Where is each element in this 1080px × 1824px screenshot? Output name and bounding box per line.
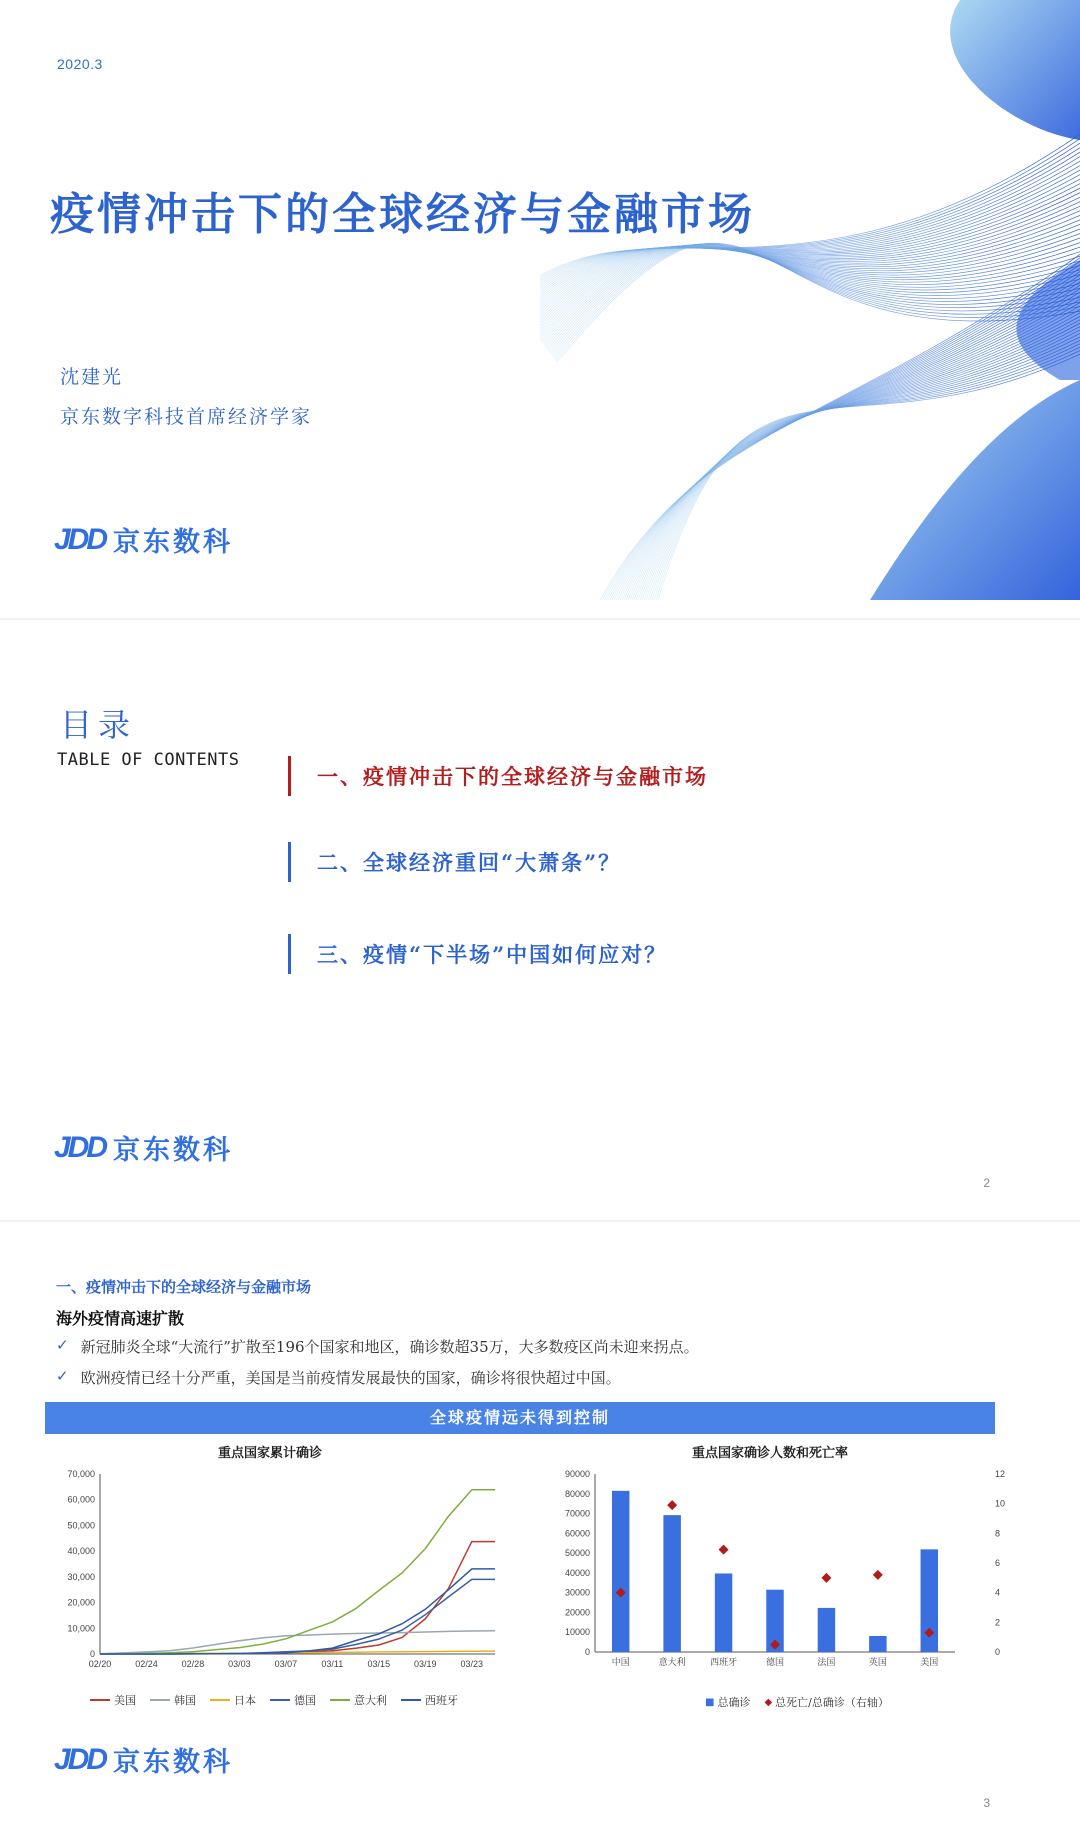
scatter-point	[821, 1573, 831, 1583]
logo-text: 京东数科	[113, 1747, 234, 1778]
y-tick-label: 90000	[564, 1469, 590, 1479]
y2-tick-label: 6	[995, 1558, 1001, 1568]
legend-item	[764, 1694, 888, 1710]
x-tick-label: 03/07	[274, 1659, 298, 1669]
bar	[663, 1515, 680, 1652]
x-tick-label: 03/23	[460, 1659, 484, 1669]
legend-swatch	[401, 1699, 421, 1701]
scatter-point	[873, 1570, 883, 1580]
decorative-wave-graphic	[540, 0, 1080, 605]
legend-label: 意大利	[354, 1694, 387, 1707]
section-title: 一、疫情冲击下的全球经济与金融市场	[56, 1278, 312, 1296]
legend-item	[150, 1692, 196, 1708]
author-title: 京东数字科技首席经济学家	[60, 406, 313, 428]
page-title: 疫情冲击下的全球经济与金融市场	[50, 189, 755, 240]
bar	[869, 1636, 886, 1652]
legend-label: 总死亡/总确诊（右轴）	[775, 1696, 889, 1709]
y-tick-label: 60000	[564, 1528, 590, 1539]
x-tick-label: 03/03	[228, 1659, 251, 1669]
check-icon: ✓	[56, 1367, 69, 1385]
toc-item-2[interactable]	[288, 842, 621, 882]
y-tick-label: 0	[89, 1649, 95, 1659]
toc-item-3[interactable]	[288, 934, 667, 974]
toc-title: 目录	[60, 706, 137, 744]
toc-item-label: 二、全球经济重回“大萧条”？	[317, 850, 622, 875]
x-tick-label: 法国	[817, 1657, 836, 1667]
legend-swatch: ■	[705, 1696, 715, 1708]
scatter-point	[667, 1500, 677, 1510]
legend-item	[330, 1692, 387, 1708]
author-name: 沈建光	[60, 366, 124, 388]
y2-tick-label: 12	[995, 1469, 1006, 1479]
legend-swatch	[210, 1699, 230, 1701]
y-tick-label: 30,000	[67, 1571, 95, 1582]
y-tick-label: 10000	[564, 1627, 590, 1638]
x-tick-label: 02/28	[181, 1659, 205, 1669]
legend-swatch: ◆	[764, 1696, 773, 1708]
y-tick-label: 50000	[564, 1548, 590, 1559]
line-chart	[55, 1462, 505, 1687]
page-number: 3	[983, 1796, 990, 1810]
logo-mark: JDD	[54, 1742, 106, 1776]
bar-chart-title: 重点国家确诊人数和死亡率	[691, 1446, 848, 1461]
scatter-point	[719, 1545, 729, 1555]
x-tick-label: 03/11	[321, 1659, 344, 1669]
y-tick-label: 10,000	[67, 1623, 95, 1634]
company-logo	[54, 520, 233, 559]
bar	[818, 1608, 835, 1652]
x-tick-label: 西班牙	[710, 1657, 738, 1667]
y2-tick-label: 2	[995, 1617, 1001, 1628]
toc-item-1[interactable]	[288, 756, 708, 796]
y-tick-label: 70,000	[67, 1469, 95, 1479]
y-tick-label: 40000	[564, 1567, 590, 1578]
y-tick-label: 50,000	[67, 1520, 95, 1531]
subheading: 海外疫情高速扩散	[56, 1309, 185, 1328]
y2-tick-label: 10	[995, 1498, 1006, 1509]
content-slide	[0, 1222, 1080, 1824]
legend-label: 美国	[114, 1694, 136, 1707]
legend-label: 总确诊	[717, 1696, 751, 1709]
x-tick-label: 02/24	[135, 1659, 158, 1669]
toc-slide	[0, 620, 1080, 1222]
toc-subtitle: TABLE OF CONTENTS	[57, 750, 240, 770]
report-date: 2020.3	[57, 56, 103, 72]
series-line	[100, 1569, 495, 1654]
toc-item-marker	[288, 756, 291, 796]
legend-swatch	[330, 1699, 350, 1701]
x-tick-label: 英国	[868, 1657, 887, 1667]
legend-item	[401, 1692, 458, 1708]
toc-item-marker	[288, 934, 291, 974]
legend-item	[210, 1692, 256, 1708]
series-line	[100, 1542, 495, 1654]
y-tick-label: 80000	[564, 1488, 590, 1499]
y2-tick-label: 8	[995, 1528, 1001, 1539]
legend-item	[705, 1694, 750, 1710]
logo-mark: JDD	[54, 1130, 106, 1164]
legend-swatch	[150, 1699, 170, 1701]
bullet-item	[56, 1367, 621, 1388]
bar-chart	[545, 1462, 1015, 1687]
legend-item	[270, 1692, 316, 1708]
section-banner: 全球疫情远未得到控制	[45, 1402, 995, 1434]
y2-tick-label: 4	[995, 1587, 1001, 1598]
legend-label: 西班牙	[425, 1694, 458, 1707]
title-slide	[0, 0, 1080, 620]
company-logo	[54, 1128, 233, 1167]
line-chart-legend	[90, 1692, 472, 1708]
y-tick-label: 0	[584, 1647, 590, 1657]
bar	[612, 1491, 629, 1652]
bar-chart-legend	[705, 1694, 903, 1710]
x-tick-label: 德国	[765, 1657, 785, 1667]
y-tick-label: 60,000	[67, 1494, 95, 1505]
y-tick-label: 20000	[564, 1607, 590, 1618]
x-tick-label: 美国	[920, 1657, 939, 1667]
legend-label: 韩国	[174, 1694, 196, 1707]
x-tick-label: 02/20	[88, 1659, 112, 1669]
logo-text: 京东数科	[113, 1135, 234, 1166]
bullet-item	[56, 1336, 699, 1357]
y-tick-label: 40,000	[67, 1546, 95, 1557]
legend-label: 日本	[234, 1694, 256, 1707]
x-tick-label: 03/19	[414, 1659, 437, 1669]
bar	[715, 1573, 732, 1652]
toc-item-label: 三、疫情“下半场”中国如何应对？	[317, 942, 668, 967]
company-logo	[54, 1740, 233, 1779]
logo-mark: JDD	[54, 522, 106, 556]
toc-item-label: 一、疫情冲击下的全球经济与金融市场	[317, 764, 708, 789]
x-tick-label: 意大利	[658, 1657, 686, 1667]
check-icon: ✓	[56, 1336, 69, 1354]
page-number: 2	[983, 1176, 990, 1190]
y-tick-label: 30000	[564, 1587, 590, 1598]
legend-swatch	[270, 1699, 290, 1701]
series-line	[100, 1579, 495, 1654]
line-chart-title: 重点国家累计确诊	[217, 1446, 322, 1461]
x-tick-label: 中国	[611, 1657, 630, 1667]
logo-text: 京东数科	[113, 527, 234, 558]
bullet-text: 新冠肺炎全球“大流行”扩散至196个国家和地区，确诊数超35万，大多数疫区尚未迎来拐点。	[80, 1338, 699, 1356]
y-tick-label: 20,000	[67, 1597, 95, 1608]
y2-tick-label: 0	[995, 1647, 1001, 1657]
legend-label: 德国	[294, 1694, 316, 1707]
toc-item-marker	[288, 842, 291, 882]
legend-swatch	[90, 1699, 110, 1701]
series-line	[100, 1490, 495, 1654]
x-tick-label: 03/15	[367, 1659, 391, 1669]
bullet-text: 欧洲疫情已经十分严重，美国是当前疫情发展最快的国家，确诊将很快超过中国。	[80, 1369, 621, 1387]
y-tick-label: 70000	[564, 1508, 590, 1519]
legend-item	[90, 1692, 136, 1708]
